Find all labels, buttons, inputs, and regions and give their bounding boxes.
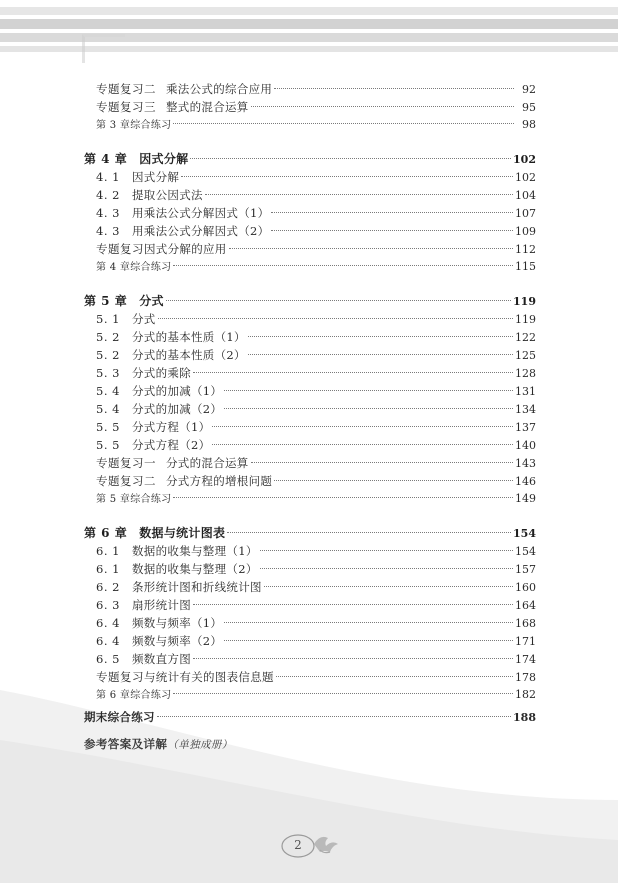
toc-entry-page: 137 bbox=[515, 421, 536, 434]
toc-entry[interactable] bbox=[96, 186, 536, 204]
dot-leader bbox=[205, 194, 513, 195]
toc-entry-page: 102 bbox=[513, 153, 536, 166]
toc-entry-number: 第 5 章 bbox=[84, 294, 128, 308]
dot-leader bbox=[173, 497, 513, 498]
toc-entry[interactable] bbox=[84, 292, 536, 310]
toc-entry-number: 6. 1 bbox=[96, 544, 120, 558]
toc-entry-title: 分式的乘除 bbox=[132, 366, 191, 380]
toc-entry[interactable] bbox=[96, 632, 536, 650]
toc-entry-number: 6. 4 bbox=[96, 634, 120, 648]
dot-leader bbox=[276, 676, 513, 677]
toc-entry-title: 因式分解 bbox=[132, 170, 180, 184]
toc-entry-page: 154 bbox=[515, 545, 536, 558]
toc-entry-number: 6. 2 bbox=[96, 580, 120, 594]
toc-entry-title: 第 3 章综合练习 bbox=[96, 120, 172, 131]
toc-entry-number: 第 4 章 bbox=[84, 152, 128, 166]
toc-entry-title: 乘法公式的综合应用 bbox=[166, 82, 273, 96]
toc-entry-number: 专题复习二 bbox=[96, 474, 156, 488]
answers-entry[interactable] bbox=[84, 736, 233, 752]
toc-entry-title: 分式的基本性质（1） bbox=[132, 330, 246, 344]
toc-entry[interactable] bbox=[96, 204, 536, 222]
toc-entry-page: 171 bbox=[515, 635, 536, 648]
toc-entry-page: 146 bbox=[515, 475, 536, 488]
toc-entry[interactable] bbox=[96, 472, 536, 490]
toc-entry-number: 专题复习一 bbox=[96, 456, 156, 470]
toc-entry[interactable] bbox=[96, 542, 536, 560]
toc-entry[interactable] bbox=[96, 560, 536, 578]
toc-entry-title: 频数直方图 bbox=[132, 652, 191, 666]
toc-entry-number: 第 6 章 bbox=[84, 526, 128, 540]
toc-entry-page: 149 bbox=[515, 492, 536, 505]
toc-entry-page: 125 bbox=[515, 349, 536, 362]
dot-leader bbox=[248, 336, 513, 337]
toc-entry-title: 整式的混合运算 bbox=[166, 100, 249, 114]
toc-entry-number: 5. 4 bbox=[96, 384, 120, 398]
toc-entry[interactable] bbox=[96, 614, 536, 632]
toc-entry-page: 178 bbox=[515, 671, 536, 684]
toc-entry[interactable] bbox=[96, 400, 536, 418]
toc-entry-page: 115 bbox=[515, 260, 536, 273]
toc-entry[interactable] bbox=[84, 150, 536, 168]
toc-entry-page: 140 bbox=[515, 439, 536, 452]
dot-leader bbox=[190, 158, 511, 159]
answers-title: 参考答案及详解 bbox=[84, 737, 168, 751]
toc-entry[interactable] bbox=[96, 80, 536, 98]
faded-logo-mark bbox=[82, 34, 125, 63]
toc-entry-title: 第 6 章综合练习 bbox=[96, 690, 172, 701]
toc-entry[interactable] bbox=[96, 686, 536, 704]
dot-leader bbox=[173, 265, 513, 266]
toc-entry-page: 95 bbox=[522, 101, 536, 114]
toc-entry-page: 134 bbox=[515, 403, 536, 416]
toc-entry-page: 122 bbox=[515, 331, 536, 344]
dot-leader bbox=[251, 462, 513, 463]
dot-leader bbox=[274, 88, 514, 89]
toc-entry-page: 157 bbox=[515, 563, 536, 576]
toc-entry-title: 与统计有关的图表信息题 bbox=[144, 670, 274, 684]
dot-leader bbox=[227, 532, 511, 533]
toc-entry[interactable] bbox=[96, 258, 536, 276]
toc-entry-number: 4. 3 bbox=[96, 206, 120, 220]
dot-leader bbox=[260, 550, 513, 551]
dot-leader bbox=[181, 176, 513, 177]
toc-entry-page: 102 bbox=[515, 171, 536, 184]
dot-leader bbox=[224, 622, 513, 623]
toc-entry[interactable] bbox=[96, 240, 536, 258]
dot-leader bbox=[193, 604, 513, 605]
toc-entry-page: 107 bbox=[515, 207, 536, 220]
toc-entry-number: 专题复习二 bbox=[96, 82, 156, 96]
toc-entry-page: 128 bbox=[515, 367, 536, 380]
toc-entry-title: 分式的基本性质（2） bbox=[132, 348, 246, 362]
toc-entry[interactable] bbox=[96, 578, 536, 596]
toc-entry[interactable] bbox=[84, 524, 536, 542]
toc-entry-number: 5. 2 bbox=[96, 348, 120, 362]
toc-entry-number: 专题复习 bbox=[96, 242, 144, 256]
toc-entry[interactable] bbox=[96, 454, 536, 472]
toc-entry-page: 182 bbox=[515, 688, 536, 701]
toc-entry-title: 因式分解的应用 bbox=[144, 242, 227, 256]
toc-entry-title: 分式的加减（1） bbox=[132, 384, 223, 398]
toc-entry-number: 5. 2 bbox=[96, 330, 120, 344]
dot-leader bbox=[173, 693, 513, 694]
toc-entry-number: 4. 3 bbox=[96, 224, 120, 238]
toc-entry-page: 92 bbox=[522, 83, 536, 96]
dot-leader bbox=[166, 300, 511, 301]
dot-leader bbox=[212, 426, 513, 427]
toc-entry-page: 119 bbox=[515, 313, 536, 326]
toc-entry-title: 分式方程（2） bbox=[132, 438, 211, 452]
dot-leader bbox=[260, 568, 513, 569]
dot-leader bbox=[248, 354, 513, 355]
toc-entry-page: 109 bbox=[515, 225, 536, 238]
toc-entry[interactable] bbox=[96, 668, 536, 686]
dot-leader bbox=[271, 230, 513, 231]
toc-entry[interactable] bbox=[96, 116, 536, 134]
toc-entry-title: 第 5 章综合练习 bbox=[96, 494, 172, 505]
toc-entry-title: 分式 bbox=[139, 294, 164, 308]
toc-entry[interactable] bbox=[96, 310, 536, 328]
toc-entry-page: 143 bbox=[515, 457, 536, 470]
toc-entry[interactable] bbox=[96, 364, 536, 382]
header-stripe bbox=[0, 7, 618, 15]
toc-entry-title: 第 4 章综合练习 bbox=[96, 262, 172, 273]
dot-leader bbox=[224, 640, 513, 641]
toc-entry-page: 168 bbox=[515, 617, 536, 630]
toc-entry-number: 6. 4 bbox=[96, 616, 120, 630]
toc-entry-title: 因式分解 bbox=[139, 152, 189, 166]
toc-entry-title: 分式方程的增根问题 bbox=[166, 474, 273, 488]
toc-entry-page: 131 bbox=[515, 385, 536, 398]
dot-leader bbox=[173, 123, 514, 124]
dot-leader bbox=[157, 716, 511, 717]
page-number: 2 bbox=[294, 838, 302, 852]
toc-entry-title: 分式的混合运算 bbox=[166, 456, 249, 470]
dot-leader bbox=[224, 408, 513, 409]
toc-entry-title: 条形统计图和折线统计图 bbox=[132, 580, 262, 594]
toc-entry-number: 5. 4 bbox=[96, 402, 120, 416]
dot-leader bbox=[212, 444, 513, 445]
header-stripe bbox=[0, 19, 618, 29]
toc-entry-page: 104 bbox=[515, 189, 536, 202]
toc-entry[interactable] bbox=[96, 222, 536, 240]
toc-entry[interactable] bbox=[96, 436, 536, 454]
toc-entry[interactable] bbox=[96, 650, 536, 668]
toc-entry[interactable] bbox=[84, 708, 536, 726]
toc-entry-page: 174 bbox=[515, 653, 536, 666]
toc-entry[interactable] bbox=[96, 168, 536, 186]
toc-entry-number: 5. 5 bbox=[96, 420, 120, 434]
toc-entry-title: 分式 bbox=[132, 312, 156, 326]
toc-entry-page: 188 bbox=[513, 711, 536, 724]
toc-entry-page: 98 bbox=[522, 118, 536, 131]
toc-entry-number: 5. 5 bbox=[96, 438, 120, 452]
toc-entry-page: 164 bbox=[515, 599, 536, 612]
toc-entry-title: 用乘法公式分解因式（2） bbox=[132, 224, 270, 238]
toc-entry[interactable] bbox=[96, 98, 536, 116]
dot-leader bbox=[158, 318, 513, 319]
toc-entry[interactable] bbox=[96, 596, 536, 614]
toc-entry-title: 数据与统计图表 bbox=[139, 526, 226, 540]
toc-entry-page: 160 bbox=[515, 581, 536, 594]
toc-entry-number: 6. 5 bbox=[96, 652, 120, 666]
toc-entry-title: 扇形统计图 bbox=[132, 598, 191, 612]
toc-entry-title: 期末综合练习 bbox=[84, 710, 155, 724]
toc-entry-page: 154 bbox=[513, 527, 536, 540]
dot-leader bbox=[264, 586, 513, 587]
toc-entry[interactable] bbox=[96, 382, 536, 400]
toc-entry[interactable] bbox=[96, 490, 536, 508]
toc-entry-number: 5. 3 bbox=[96, 366, 120, 380]
toc-entry-number: 4. 2 bbox=[96, 188, 120, 202]
toc-entry-number: 6. 1 bbox=[96, 562, 120, 576]
dot-leader bbox=[229, 248, 513, 249]
dot-leader bbox=[193, 372, 513, 373]
dot-leader bbox=[274, 480, 513, 481]
toc-entry-title: 分式方程（1） bbox=[132, 420, 211, 434]
dot-leader bbox=[251, 106, 514, 107]
toc-entry-number: 专题复习 bbox=[96, 670, 144, 684]
toc-entry-title: 提取公因式法 bbox=[132, 188, 203, 202]
toc-entry-page: 112 bbox=[515, 243, 536, 256]
dot-leader bbox=[224, 390, 513, 391]
toc-entry-title: 频数与频率（1） bbox=[132, 616, 223, 630]
header-stripes bbox=[0, 0, 618, 60]
toc-entry-title: 数据的收集与整理（2） bbox=[132, 562, 258, 576]
toc-entry-number: 5. 1 bbox=[96, 312, 120, 326]
dot-leader bbox=[193, 658, 513, 659]
toc-entry[interactable] bbox=[96, 346, 536, 364]
toc-entry-number: 专题复习三 bbox=[96, 100, 156, 114]
toc-entry-number: 6. 3 bbox=[96, 598, 120, 612]
answers-note: （单独成册） bbox=[167, 739, 233, 751]
toc-entry-title: 分式的加减（2） bbox=[132, 402, 223, 416]
toc-entry-number: 4. 1 bbox=[96, 170, 120, 184]
toc-entry[interactable] bbox=[96, 328, 536, 346]
toc-entry-title: 用乘法公式分解因式（1） bbox=[132, 206, 270, 220]
dot-leader bbox=[271, 212, 513, 213]
toc-entry-title: 频数与频率（2） bbox=[132, 634, 223, 648]
toc-entry-page: 119 bbox=[513, 295, 536, 308]
toc-entry[interactable] bbox=[96, 418, 536, 436]
toc-entry-title: 数据的收集与整理（1） bbox=[132, 544, 258, 558]
